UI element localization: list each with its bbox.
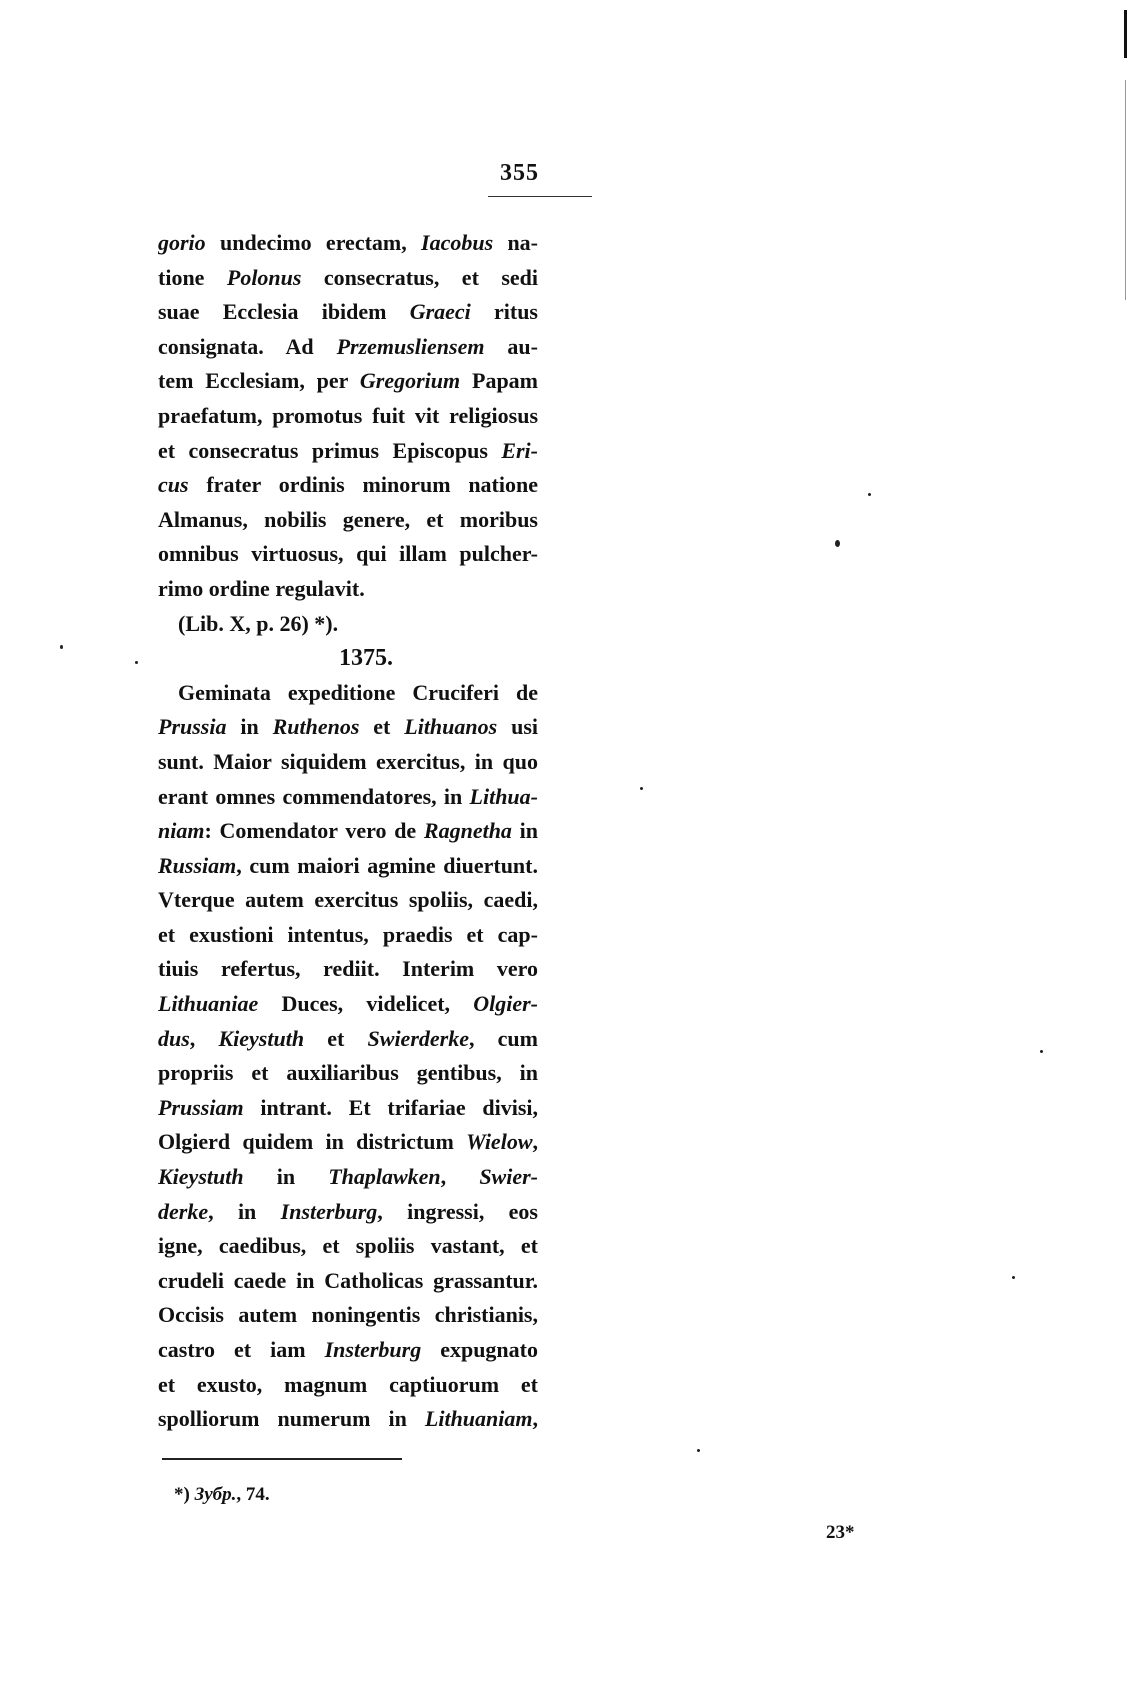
text-line [158, 710, 538, 745]
text-run: Olgierd quidem in districtum [158, 1129, 467, 1155]
text-run: expugnato [421, 1337, 538, 1362]
text-line [158, 503, 538, 538]
italic-term: Lithuaniae [158, 991, 259, 1017]
scan-speck [1040, 1050, 1043, 1053]
text-line [158, 745, 538, 780]
italic-term: Insterburg [324, 1337, 422, 1362]
italic-term: niam [158, 818, 205, 844]
italic-term: Lithuaniam [424, 1406, 533, 1432]
italic-term: Insterburg [280, 1198, 378, 1224]
text-run: Almanus, nobilis genere, et moribus [158, 506, 538, 532]
italic-term: Thaplawken [328, 1164, 441, 1190]
italic-term: cus [158, 472, 189, 498]
italic-term: Ruthenos [272, 714, 360, 740]
page-number: 355 [500, 160, 539, 186]
italic-term: Lithuanos [404, 714, 498, 740]
footnote-mark: *) [174, 1484, 195, 1505]
text-line [158, 883, 538, 918]
text-run: undecimo erectam, [205, 230, 422, 255]
text-line [158, 607, 538, 642]
text-line [158, 261, 538, 296]
text-run: ritus [470, 299, 538, 325]
text-run: rimo ordine regulavit. [158, 575, 365, 601]
text-line [158, 434, 538, 469]
text-run: in [226, 714, 273, 740]
text-run: propriis et auxiliaribus gentibus, in [158, 1060, 538, 1086]
text-run: in [243, 1164, 329, 1190]
scan-speck [135, 661, 138, 664]
text-run: omnibus virtuosus, qui illam pulcher- [158, 541, 538, 567]
italic-term: derke [158, 1198, 209, 1224]
text-line [158, 364, 538, 399]
text-run: na- [493, 230, 538, 255]
footnote-rule [162, 1458, 402, 1460]
header-rule [488, 196, 592, 197]
text-line [158, 1402, 538, 1437]
text-line [158, 1091, 538, 1126]
text-run: Papam [460, 368, 538, 394]
italic-term: Przemusliensem [336, 333, 485, 359]
text-line [158, 814, 538, 849]
text-run: et [304, 1025, 368, 1051]
text-run: consecratus, et sedi [301, 264, 538, 290]
italic-term: Iacobus [421, 230, 494, 255]
footnote [174, 1484, 270, 1506]
text-line [158, 226, 538, 261]
text-run: usi [497, 714, 538, 740]
italic-term: Olgier- [473, 991, 538, 1017]
text-line [158, 330, 538, 365]
italic-term: Gregorium [359, 368, 461, 394]
text-run: (Lib. X, p. 26) *). [178, 610, 339, 636]
text-run: consignata. Ad [158, 333, 337, 359]
scan-speck [697, 1449, 700, 1452]
text-run: , cum maiori agmine diuertunt. [236, 852, 538, 878]
text-run: suae Ecclesia ibidem [158, 299, 410, 325]
italic-term: Kieystuth [218, 1025, 305, 1051]
text-run: crudeli caede in Catholicas grassantur. [158, 1267, 538, 1293]
text-line [158, 1022, 538, 1057]
text-run: au- [484, 333, 538, 359]
scan-speck [868, 493, 871, 496]
italic-term: Russiam [158, 852, 237, 878]
scan-edge-shadow [1125, 80, 1126, 300]
text-line [158, 1160, 538, 1195]
text-run: , [532, 1406, 538, 1432]
text-line [158, 1298, 538, 1333]
text-line [158, 399, 538, 434]
text-line [158, 952, 538, 987]
text-run: et exusto, magnum captiuorum et [158, 1371, 538, 1397]
text-line [158, 1125, 538, 1160]
text-line [158, 1368, 538, 1403]
text-run: spolliorum numerum in [158, 1406, 425, 1432]
text-run: intrant. Et trifariae divisi, [243, 1094, 538, 1120]
italic-term: Graeci [409, 299, 471, 325]
text-run: : Comendator vero de [204, 818, 424, 844]
text-line [158, 918, 538, 953]
text-run: Vterque autem exercitus spoliis, caedi, [158, 887, 538, 913]
italic-term: dus [158, 1025, 190, 1051]
text-run: in [511, 818, 538, 844]
text-run: Occisis autem noningentis christianis, [158, 1302, 538, 1328]
text-run: tione [158, 264, 227, 290]
text-run: et exustioni intentus, praedis et cap- [158, 921, 538, 947]
italic-term: Swier- [479, 1164, 538, 1190]
scan-speck [835, 540, 840, 547]
italic-term: Wielow [466, 1129, 533, 1155]
text-line [158, 641, 538, 676]
text-line [158, 572, 538, 607]
signature-mark: 23* [826, 1522, 855, 1543]
text-run: igne, caedibus, et spoliis vastant, et [158, 1233, 538, 1259]
text-run: praefatum, promotus fuit vit religiosus [158, 402, 538, 428]
italic-term: Ragnetha [423, 818, 512, 844]
text-line [158, 295, 538, 330]
text-run: sunt. Maior siquidem exercitus, in quo [158, 748, 538, 774]
scan-speck [640, 787, 643, 790]
scan-speck [1012, 1276, 1015, 1279]
scan-edge-mark [1124, 10, 1127, 58]
text-line [158, 1056, 538, 1091]
body-text [158, 226, 538, 1437]
italic-term: Kieystuth [158, 1164, 244, 1190]
italic-term: gorio [158, 230, 206, 255]
text-line [158, 780, 538, 815]
text-run: 1375. [339, 645, 393, 672]
text-line [158, 1264, 538, 1299]
text-line [158, 987, 538, 1022]
text-run: , [440, 1164, 480, 1190]
italic-term: Lithua- [469, 783, 538, 809]
text-run: tiuis refertus, rediit. Interim vero [158, 956, 538, 982]
text-run: , ingressi, eos [377, 1198, 538, 1224]
italic-term: Polonus [226, 264, 302, 290]
text-run: erant omnes commendatores, in [158, 783, 470, 809]
text-run: , cum [468, 1025, 538, 1051]
scan-speck [60, 645, 63, 649]
text-line [158, 468, 538, 503]
text-line [158, 849, 538, 884]
footnote-source: Зубр. [194, 1484, 237, 1505]
text-line [158, 1229, 538, 1264]
text-run: , in [208, 1198, 281, 1224]
text-run: Duces, videlicet, [258, 991, 474, 1017]
italic-term: Eri- [501, 437, 538, 463]
text-line [158, 1195, 538, 1230]
text-run: , [189, 1025, 219, 1051]
text-line [158, 1333, 538, 1368]
italic-term: Swierderke [367, 1025, 469, 1051]
italic-term: Prussiam [158, 1094, 244, 1120]
text-run: et [359, 714, 405, 740]
text-run: frater ordinis minorum natione [188, 472, 538, 498]
text-run: Geminata expeditione Cruciferi de [178, 679, 538, 705]
text-line [158, 537, 538, 572]
text-run: et consecratus primus Episcopus [158, 437, 502, 463]
italic-term: Prussia [158, 714, 227, 740]
text-run: castro et iam [158, 1337, 325, 1362]
text-line [158, 676, 538, 711]
text-run: tem Ecclesiam, per [158, 368, 360, 394]
footnote-rest: , 74. [236, 1484, 270, 1505]
text-run: , [532, 1129, 538, 1155]
